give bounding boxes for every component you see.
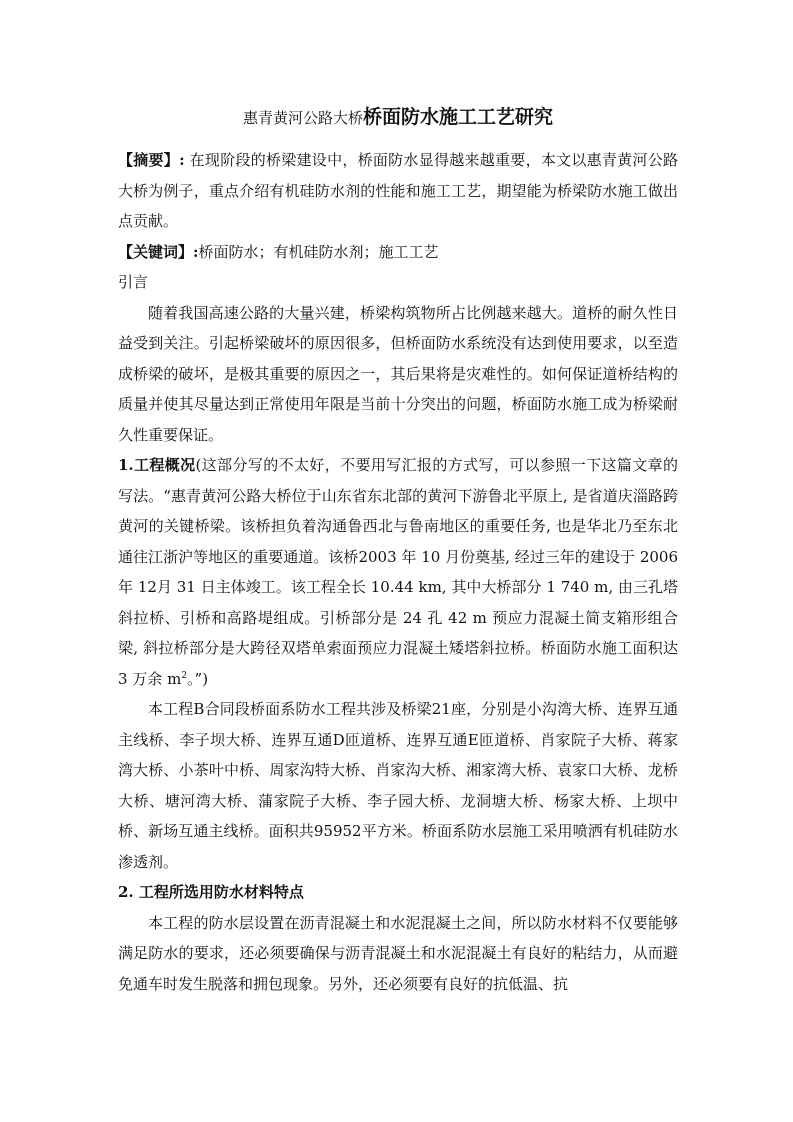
section1-heading: 1.工程概况 xyxy=(118,456,196,474)
section2-paragraph: 本工程的防水层设置在沥青混凝土和水泥混凝土之间，所以防水材料不仅要能够满足防水的要求，还必须要确保与沥青混凝土和水泥混凝土有良好的粘结力，从而避免通车时发生脱落和拥包现象。另外，还必须要有良好的抗低温、抗 xyxy=(118,913,678,993)
keywords-label: 【关键词】: xyxy=(118,242,199,261)
section2-heading: 2. 工程所选用防水材料特点 xyxy=(118,883,304,901)
section1-tail: 。”) xyxy=(187,669,209,688)
title-prefix: 惠青黄河公路大桥 xyxy=(242,109,363,127)
title-main: 桥面防水施工工艺研究 xyxy=(363,106,554,128)
intro-paragraph: 随着我国高速公路的大量兴建，桥梁构筑物所占比例越来越大。道桥的耐久性日益受到关注。引起桥梁破坏的原因很多，但桥面防水系统没有达到使用要求，以至造成桥梁的破坏，是极其重要的原因之一，其后果将是灾难性的。如何保证道桥结构的质量并使其尽量达到正常使用年限是当前十分突出的问题，桥面防水施工成为桥梁耐久性重要保证。 xyxy=(118,303,678,444)
abstract-label: 【摘要】: xyxy=(118,151,185,169)
keywords xyxy=(118,237,678,268)
abstract xyxy=(118,145,678,237)
document-title xyxy=(118,100,678,135)
section1-paragraph xyxy=(118,450,678,694)
abstract-text: 在现阶段的桥梁建设中，桥面防水显得越来越重要，本文以惠青黄河公路大桥为例子，重点介绍有机硅防水剂的性能和施工工艺，期望能为桥梁防水施工做出点贡献。 xyxy=(118,151,678,230)
intro-heading: 引言 xyxy=(118,273,149,291)
keywords-text: 桥面防水；有机硅防水剂；施工工艺 xyxy=(198,242,439,261)
superscript-2: 2 xyxy=(181,670,188,681)
document-page xyxy=(118,92,678,999)
section1-paragraph2: 本工程B合同段桥面系防水工程共涉及桥梁21座，分别是小沟湾大桥、连界互通主线桥、李子坝大桥、连界互通D匝道桥、连界互通E匝道桥、肖家院子大桥、蒋家湾大桥、小茶叶中桥、周家沟特大桥、肖家沟大桥、湘家湾大桥、袁家口大桥、龙桥大桥、塘河湾大桥、蒲家院子大桥、李子园大桥、龙洞塘大桥、杨家大桥、上坝中桥、新场互通主线桥。面积共95952平方米。桥面系防水层施工采用喷洒有机硅防水渗透剂。 xyxy=(118,700,678,871)
section1-text: (这部分写的不太好，不要用写汇报的方式写，可以参照一下这篇文章的写法。“惠青黄河公路大桥位于山东省东北部的黄河下游鲁北平原上, 是省道庆淄路跨黄河的关键桥梁。该桥担负着沟通鲁西北与鲁南地区的重要任务, 也是华北乃至东北通往江浙沪等地区的重要通道。该桥2003 年 10 月份奠基, 经过三年的建设于 2006 年 12月 31 日主体竣工。该工程全长 10.44 km, 其中大桥部分 1 740 m, 由三孔塔斜拉桥、引桥和高路堤组成。引桥部分是 24 孔 42 m 预应力混凝土简支箱形组合梁, 斜拉桥部分是大跨径双塔单索面预应力混凝土矮塔斜拉桥。桥面防水施工面积达 3 万余 m xyxy=(118,456,678,688)
